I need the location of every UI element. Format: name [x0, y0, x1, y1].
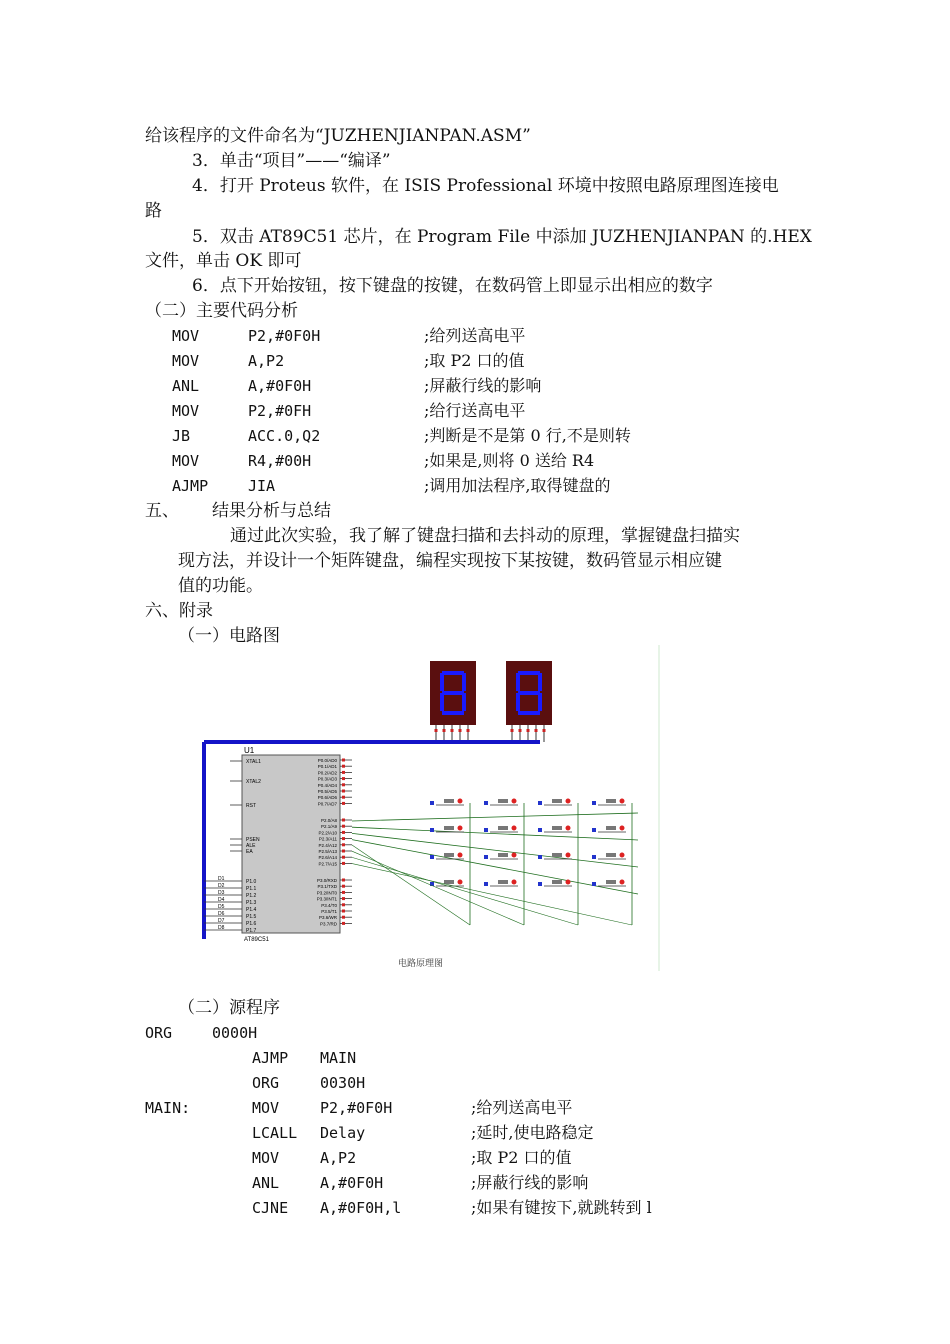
chip-pin-label-left: ALE — [246, 843, 256, 849]
chip-pin-label-right: P2.2/A10 — [318, 830, 337, 836]
chip-pin-label-right: P0.7/AD7 — [317, 801, 337, 807]
step-4: 4．打开 Proteus 软件，在 ISIS Professional 环境中按照电路原理图连接电 — [192, 176, 779, 196]
key-terminal — [458, 853, 463, 858]
chip-pin-label-right: P0.3/AD3 — [317, 776, 337, 782]
pin-marker — [467, 729, 470, 732]
segment — [462, 693, 466, 711]
source-comment: ;延时,使电路稳定 — [471, 1123, 594, 1142]
key-node — [592, 855, 596, 859]
key-node — [430, 828, 434, 832]
code-op: MOV — [172, 402, 200, 420]
code-arg: P2,#0FH — [248, 402, 312, 420]
data-label: D1 — [218, 876, 225, 882]
source-op: LCALL — [252, 1124, 298, 1142]
code-comment: ;调用加法程序,取得键盘的 — [424, 476, 611, 495]
chip-pin-label-right: P3.4/T0 — [321, 902, 337, 908]
code-comment: ;屏蔽行线的影响 — [424, 376, 542, 395]
key-terminal — [512, 826, 517, 831]
key-node — [484, 882, 488, 886]
chip-pin-label-right: P0.2/AD2 — [317, 770, 337, 776]
pin-marker — [342, 759, 345, 762]
chip-pin-label-right: P0.4/AD4 — [317, 782, 337, 788]
key-node — [484, 855, 488, 859]
step-6: 6．点下开始按钮，按下键盘的按键，在数码管上即显示出相应的数字 — [192, 276, 713, 296]
code-comment: ;取 P2 口的值 — [424, 351, 525, 370]
section-5-number: 五、 — [145, 501, 179, 521]
chip-pin-label-right: P3.5/T1 — [321, 909, 337, 914]
key-terminal — [620, 880, 625, 885]
key-node — [430, 801, 434, 805]
pin-marker — [342, 802, 345, 805]
chip-pin-label-right: P2.6/A14 — [318, 855, 337, 861]
segment — [442, 711, 464, 715]
key-terminal — [512, 853, 517, 858]
key-button — [444, 799, 454, 803]
chip-pin-label-right: P0.6/AD6 — [317, 795, 337, 801]
chip-pin-label-right: P3.3/INT1 — [316, 896, 337, 902]
chip-pin-label-left: XTAL2 — [246, 779, 261, 785]
chip-pin-label-left: P1.0 — [246, 879, 257, 885]
pin-marker — [519, 729, 522, 732]
source-arg: Delay — [320, 1124, 366, 1142]
key-terminal — [566, 826, 571, 831]
key-terminal — [566, 880, 571, 885]
segment — [518, 711, 540, 715]
source-op: MOV — [252, 1149, 280, 1167]
key-node — [430, 855, 434, 859]
segment — [516, 673, 520, 691]
pin-marker — [543, 729, 546, 732]
code-comment: ;给行送高电平 — [424, 401, 526, 420]
source-subtitle: （二）源程序 — [178, 998, 280, 1018]
chip-pin-label-right: P2.3/A11 — [318, 836, 337, 842]
pin-marker — [535, 729, 538, 732]
pin-marker — [435, 729, 438, 732]
source-arg: 0030H — [320, 1074, 366, 1092]
source-arg: A,#0F0H — [320, 1174, 384, 1192]
circuit-diagram — [200, 643, 662, 973]
source-op: AJMP — [252, 1049, 289, 1067]
key-button — [444, 853, 454, 857]
source-comment: ;屏蔽行线的影响 — [471, 1173, 589, 1192]
key-button — [444, 880, 454, 884]
chip-pin-label-left: P1.3 — [246, 900, 257, 906]
step-5: 5．双击 AT89C51 芯片，在 Program File 中添加 JUZHENJIANPAN 的.HEX — [192, 227, 812, 247]
key-button — [606, 853, 616, 857]
pin-marker — [511, 729, 514, 732]
pin-marker — [451, 729, 454, 732]
segment — [538, 693, 542, 711]
pin-marker — [527, 729, 530, 732]
pin-marker — [342, 837, 345, 840]
data-label: D7 — [218, 918, 225, 924]
data-label: D8 — [218, 925, 225, 931]
pin-marker — [459, 729, 462, 732]
key-node — [484, 828, 488, 832]
chip-pin-label-left: P1.7 — [246, 928, 257, 934]
data-label: D5 — [218, 904, 225, 910]
source-op: MOV — [252, 1099, 280, 1117]
key-node — [538, 882, 542, 886]
key-node — [592, 882, 596, 886]
code-arg: ACC.0,Q2 — [248, 427, 321, 445]
key-terminal — [512, 799, 517, 804]
summary-line-3: 值的功能。 — [178, 576, 263, 596]
pin-marker — [342, 825, 345, 828]
code-arg: A,#0F0H — [248, 377, 312, 395]
chip-pin-label-left: P1.6 — [246, 921, 257, 927]
code-arg: A,P2 — [248, 352, 285, 370]
key-terminal — [620, 826, 625, 831]
source-label: MAIN: — [145, 1099, 191, 1117]
code-comment: ;给列送高电平 — [424, 326, 526, 345]
pin-marker — [342, 843, 345, 846]
code-op: MOV — [172, 452, 200, 470]
source-comment: ;取 P2 口的值 — [471, 1148, 572, 1167]
org-value: 0000H — [212, 1024, 258, 1042]
key-terminal — [458, 799, 463, 804]
key-terminal — [566, 799, 571, 804]
column-link — [352, 857, 578, 925]
chip-pin-label-right: P2.0/A8 — [320, 818, 337, 823]
key-button — [552, 853, 562, 857]
key-button — [498, 799, 508, 803]
source-arg: A,#0F0H,l — [320, 1199, 402, 1217]
key-button — [444, 826, 454, 830]
key-node — [592, 801, 596, 805]
key-button — [498, 880, 508, 884]
code-op: JB — [172, 427, 191, 445]
row-wire — [352, 813, 638, 821]
section-6-title: 六、附录 — [145, 601, 213, 621]
circuit-svg — [200, 643, 662, 973]
pin-marker — [342, 897, 345, 900]
pin-marker — [342, 777, 345, 780]
pin-marker — [342, 765, 345, 768]
segment — [462, 673, 466, 691]
circuit-subtitle: （一）电路图 — [178, 626, 280, 646]
source-arg: MAIN — [320, 1049, 357, 1067]
step-4-cont: 路 — [145, 201, 162, 221]
summary-line-2: 现方法，并设计一个矩阵键盘，编程实现按下某按键，数码管显示相应键 — [178, 551, 722, 571]
key-terminal — [458, 880, 463, 885]
chip-pin-label-right: P2.4/A12 — [318, 842, 337, 848]
chip-pin-label-right: P3.7/RD — [319, 921, 337, 927]
chip-pin-label-left: PSEN — [246, 837, 260, 843]
code-op: AJMP — [172, 477, 209, 495]
column-link — [352, 864, 632, 925]
pin-marker — [342, 831, 345, 834]
key-button — [498, 826, 508, 830]
code-op: ANL — [172, 377, 200, 395]
key-node — [484, 801, 488, 805]
org-label: ORG — [145, 1024, 173, 1042]
code-arg: R4,#00H — [248, 452, 312, 470]
pin-marker — [342, 796, 345, 799]
chip-name: AT89C51 — [244, 937, 269, 943]
data-label: D4 — [218, 897, 225, 903]
pin-marker — [342, 885, 345, 888]
chip-pin-label-right: P3.1/TXD — [317, 884, 337, 890]
chip-pin-label-right: P0.1/AD1 — [317, 764, 337, 770]
pin-marker — [342, 891, 345, 894]
chip-pin-label-left: P1.4 — [246, 907, 257, 913]
code-op: MOV — [172, 327, 200, 345]
chip-pin-label-left: P1.1 — [246, 886, 257, 892]
key-terminal — [512, 880, 517, 885]
code-arg: JIA — [248, 477, 276, 495]
step-3: 3．单击“项目”——“编译” — [192, 151, 391, 171]
pin-marker — [342, 922, 345, 925]
key-terminal — [620, 853, 625, 858]
chip-pin-label-left: P1.5 — [246, 914, 257, 920]
summary-line-1: 通过此次实验，我了解了键盘扫描和去抖动的原理，掌握键盘扫描实 — [230, 526, 740, 546]
chip-reference: U1 — [244, 746, 255, 755]
chip-pin-label-right: P3.2/INT0 — [316, 890, 337, 896]
key-terminal — [566, 853, 571, 858]
data-label: D3 — [218, 890, 225, 896]
section-2-title: （二）主要代码分析 — [145, 301, 298, 321]
chip-pin-label-right: P0.0/AD0 — [317, 758, 337, 763]
chip-pin-label-left: XTAL1 — [246, 759, 261, 765]
code-arg: P2,#0F0H — [248, 327, 321, 345]
pin-marker — [342, 916, 345, 919]
segment — [442, 691, 464, 695]
pin-marker — [342, 903, 345, 906]
chip-pin-label-right: P2.7/A15 — [318, 861, 337, 867]
pin-marker — [342, 856, 345, 859]
segment — [442, 671, 464, 675]
key-button — [552, 880, 562, 884]
source-op: ANL — [252, 1174, 280, 1192]
key-node — [538, 855, 542, 859]
chip-pin-label-left: RST — [246, 803, 256, 809]
segment — [516, 693, 520, 711]
pin-marker — [443, 729, 446, 732]
key-node — [538, 801, 542, 805]
chip-pin-label-right: P3.6/WR — [318, 915, 337, 921]
chip-pin-label-left: EA — [246, 849, 253, 855]
segment — [440, 673, 444, 691]
intro-line: 给该程序的文件命名为“JUZHENJIANPAN.ASM” — [145, 126, 531, 146]
pin-marker — [342, 771, 345, 774]
key-terminal — [620, 799, 625, 804]
chip-pin-label-left: P1.2 — [246, 893, 257, 899]
segment — [440, 693, 444, 711]
pin-marker — [342, 850, 345, 853]
data-label: D2 — [218, 883, 225, 889]
segment — [538, 673, 542, 691]
source-op: CJNE — [252, 1199, 289, 1217]
key-node — [538, 828, 542, 832]
chip-pin-label-right: P2.5/A13 — [318, 849, 337, 854]
key-button — [606, 826, 616, 830]
key-button — [552, 799, 562, 803]
pin-marker — [342, 862, 345, 865]
key-node — [592, 828, 596, 832]
column-link — [352, 851, 524, 925]
key-button — [552, 826, 562, 830]
source-arg: P2,#0F0H — [320, 1099, 393, 1117]
code-comment: ;如果是,则将 0 送给 R4 — [424, 451, 595, 470]
chip-pin-label-right: P0.5/AD5 — [317, 789, 337, 794]
data-label: D6 — [218, 911, 225, 917]
source-arg: A,P2 — [320, 1149, 357, 1167]
pin-marker — [342, 879, 345, 882]
key-terminal — [458, 826, 463, 831]
step-5-cont: 文件，单击 OK 即可 — [145, 251, 302, 271]
chip-pin-label-right: P3.0/RXD — [316, 878, 337, 883]
pin-marker — [342, 783, 345, 786]
key-button — [498, 853, 508, 857]
section-5-title: 结果分析与总结 — [212, 501, 331, 521]
pin-marker — [342, 790, 345, 793]
pin-marker — [342, 819, 345, 822]
source-op: ORG — [252, 1074, 280, 1092]
code-comment: ;判断是不是第 0 行,不是则转 — [424, 426, 631, 445]
segment — [518, 691, 540, 695]
chip-pin-label-right: P2.1/A9 — [320, 824, 337, 830]
figure-caption: 电路原理图 — [398, 958, 444, 968]
pin-marker — [342, 910, 345, 913]
source-comment: ;如果有键按下,就跳转到 l — [471, 1198, 652, 1217]
segment — [518, 671, 540, 675]
code-op: MOV — [172, 352, 200, 370]
source-comment: ;给列送高电平 — [471, 1098, 573, 1117]
key-button — [606, 799, 616, 803]
key-button — [606, 880, 616, 884]
